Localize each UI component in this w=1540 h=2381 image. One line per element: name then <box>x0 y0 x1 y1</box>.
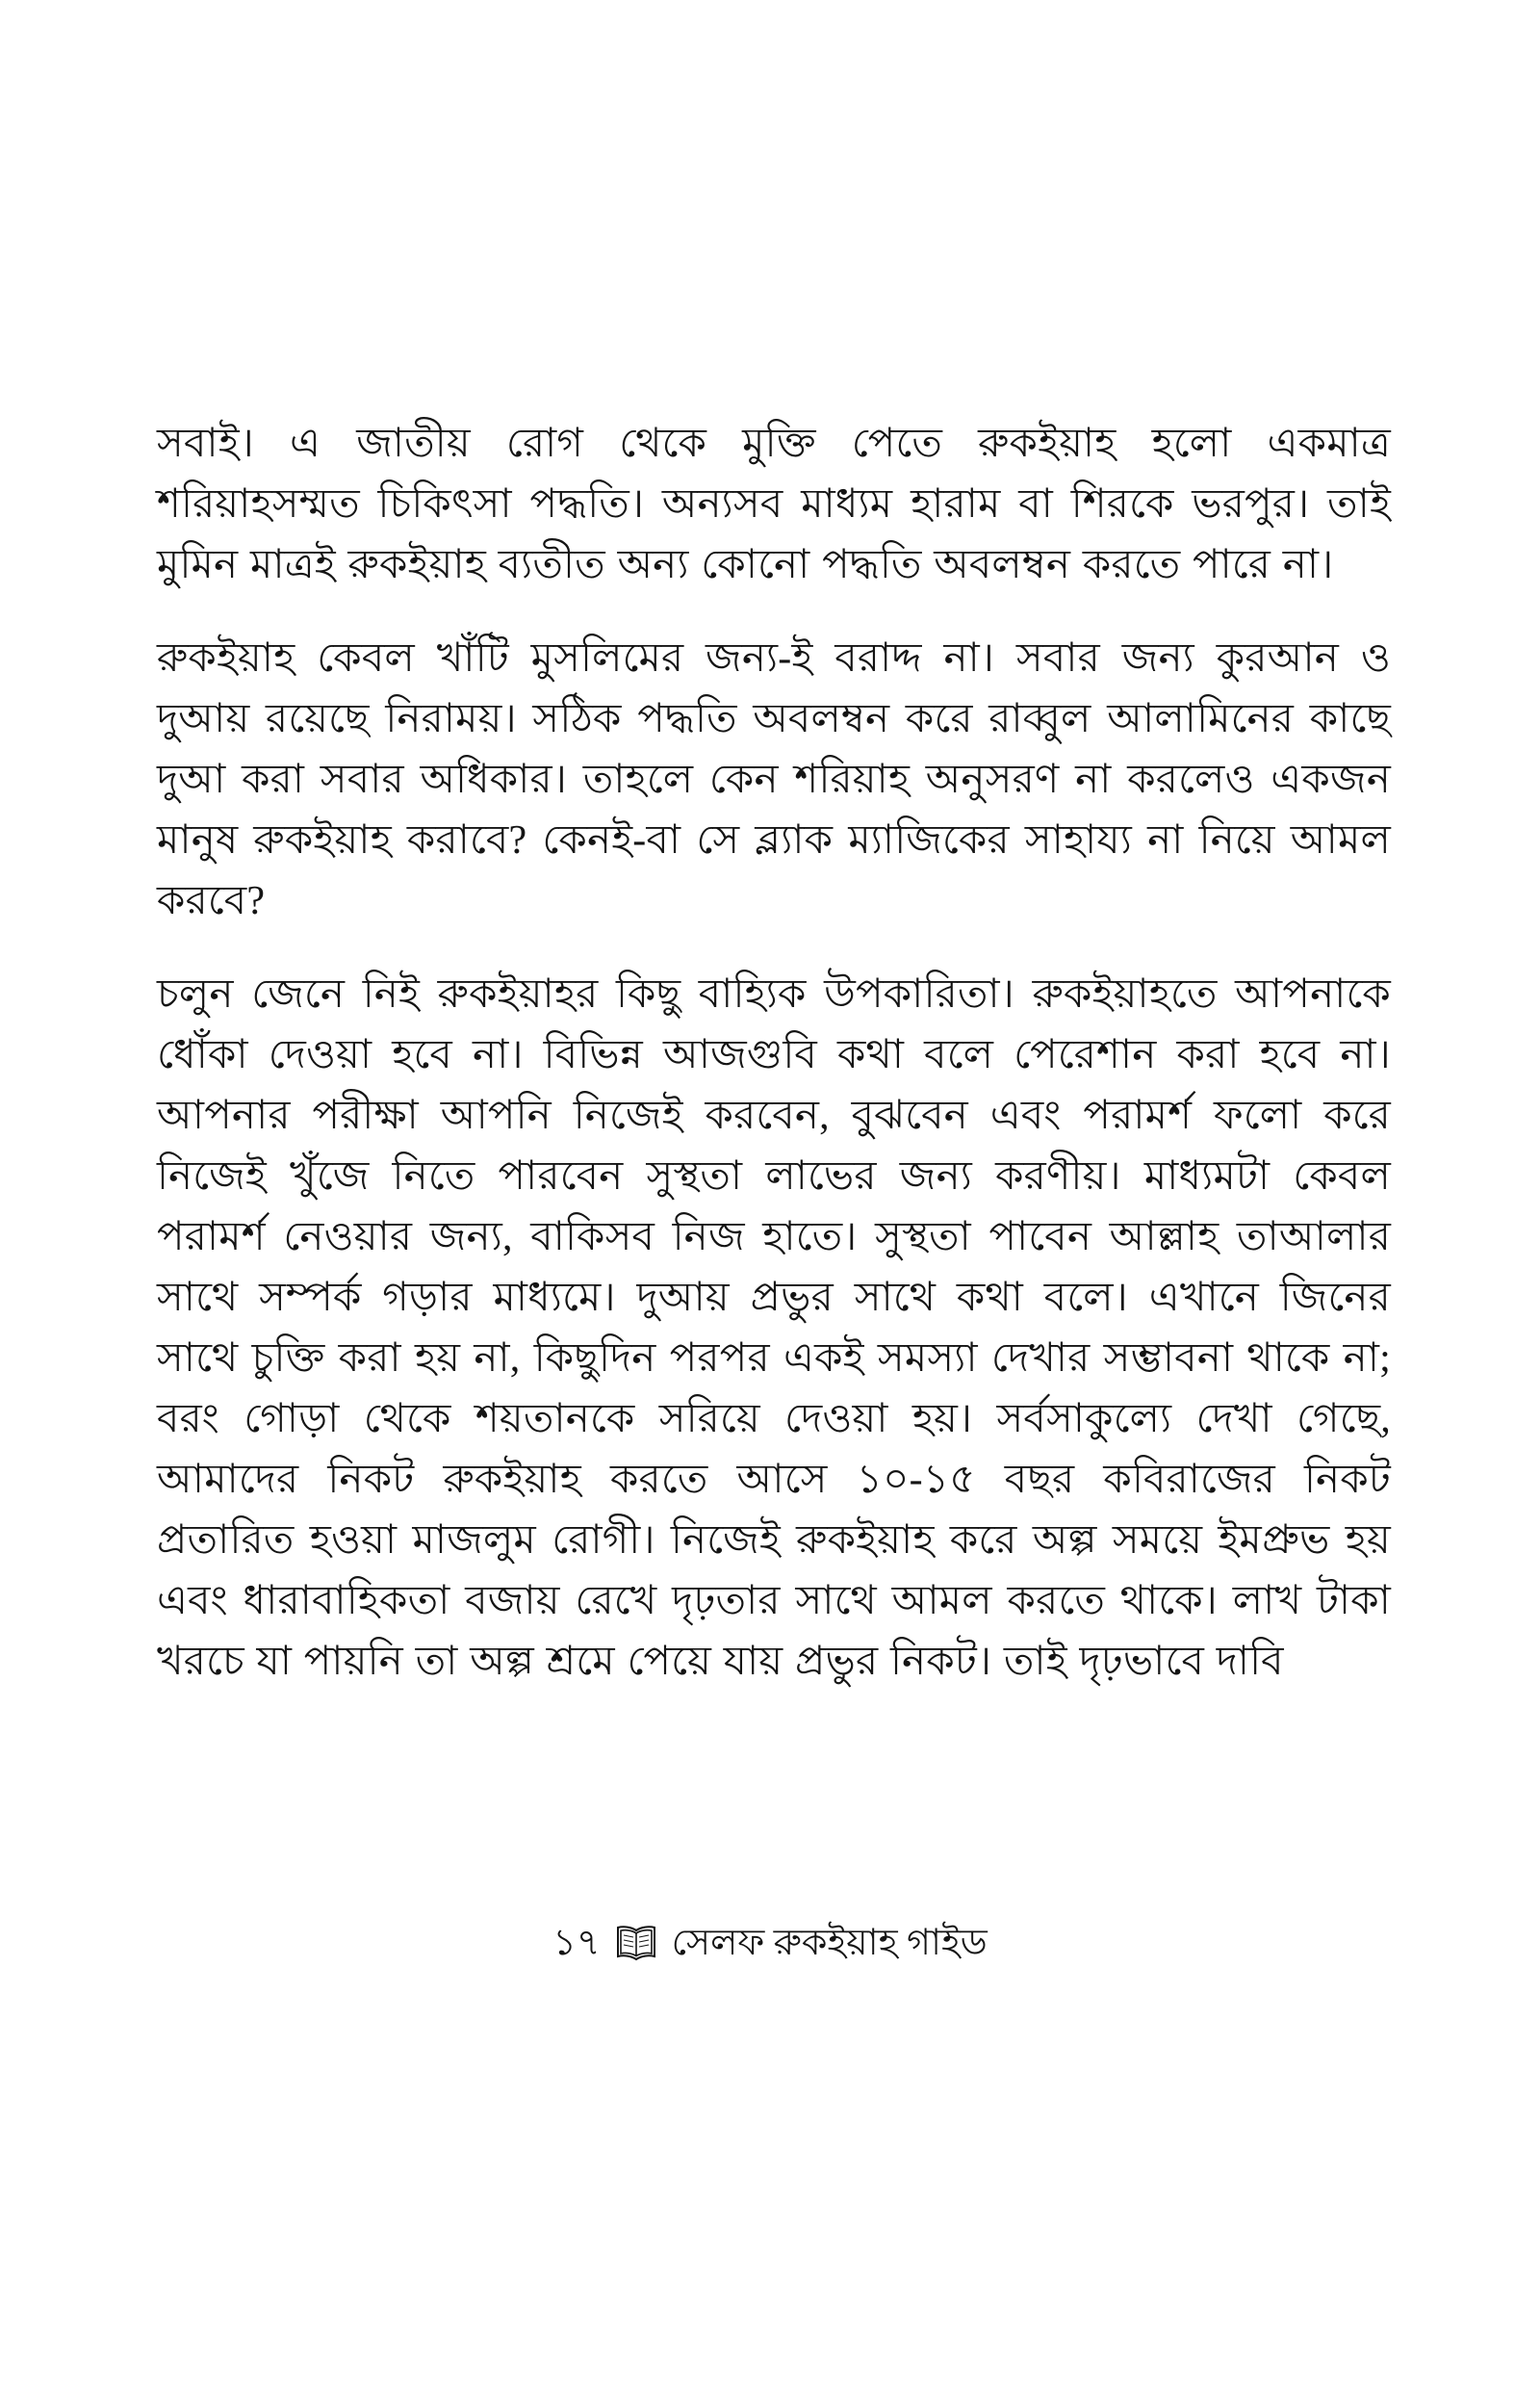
open-book-icon <box>614 1923 658 1963</box>
page-footer <box>0 1918 1540 1968</box>
body-paragraph-2: রুকইয়াহ কেবল খাঁটি মুসলিমের জন্য-ই বরাদ্দ না। সবার জন্য কুরআন ও দুআয় রয়েছে নিরাময়। সঠিক পদ্ধতি অবলম্বন করে রাব্বুল আলামিনের কাছে দুআ করা সবার অধিকার। তাহলে কেন শরিয়াহ অনুসরণ না করলেও একজন মানুষ রুকইয়াহ করাবে? কেনই-বা সে ব্ল্যাক ম্যাজিকের সাহায্য না নিয়ে আমল করবে? <box>157 636 1391 923</box>
body-paragraph-1: সবাই। এ জাতীয় রোগ থেকে মুক্তি পেতে রুকইয়াহ হলো একমাত্র শরিয়াহসম্মত চিকিৎসা পদ্ধতি। অন্যসব মাধ্যম হারাম বা শিরকে ভরপুর। তাই মুমিন মাত্রই রুকইয়াহ ব্যতীত অন্য কোনো পদ্ধতি অবলম্বন করতে পারে না। <box>157 422 1391 587</box>
page-body <box>157 414 1391 1725</box>
footer-book-title: সেলফ রুকইয়াহ গাইড <box>671 1923 988 1963</box>
page-number: ১৭ <box>552 1923 601 1963</box>
body-paragraph-3: চলুন জেনে নিই রুকইয়াহর কিছু বাহ্যিক উপকারিতা। রুকইয়াহতে আপনাকে ধোঁকা দেওয়া হবে না। বিভিন্ন আজগুবি কথা বলে পেরেশান করা হবে না। আপনার পরীক্ষা আপনি নিজেই করবেন, বুঝবেন এবং পরামর্শ ফলো করে নিজেই খুঁজে নিতে পারবেন সুস্থতা লাভের জন্য করণীয়। মাধ্যমটা কেবল পরামর্শ নেওয়ার জন্য, বাকিসব নিজ হাতে। সুস্থতা পাবেন আল্লাহ তাআলার সাথে সম্পর্ক গড়ার মাধ্যমে। দুআয় প্রভুর সাথে কথা বলে। এখানে জিনের সাথে চুক্তি করা হয় না, কিছুদিন পরপর একই সমস্যা দেখার সম্ভাবনা থাকে না; বরং গোড়া থেকে শয়তানকে সরিয়ে দেওয়া হয়। সর্বসাকুল্যে দেখা গেছে, আমাদের নিকট রুকইয়াহ করতে আসে ১০-১৫ বছর কবিরাজের নিকট প্রতারিত হওয়া মাজলুম রোগী। নিজেই রুকইয়াহ করে অল্প সময়ে ইমপ্রুভ হয় এবং ধারাবাহিকতা বজায় রেখে দৃঢ়তার সাথে আমল করতে থাকে। লাখ টাকা খরচে যা পায়নি তা অল্প শ্রমে পেয়ে যায় প্রভুর নিকট। তাই দৃঢ়ভাবে দাবি <box>157 972 1391 1684</box>
